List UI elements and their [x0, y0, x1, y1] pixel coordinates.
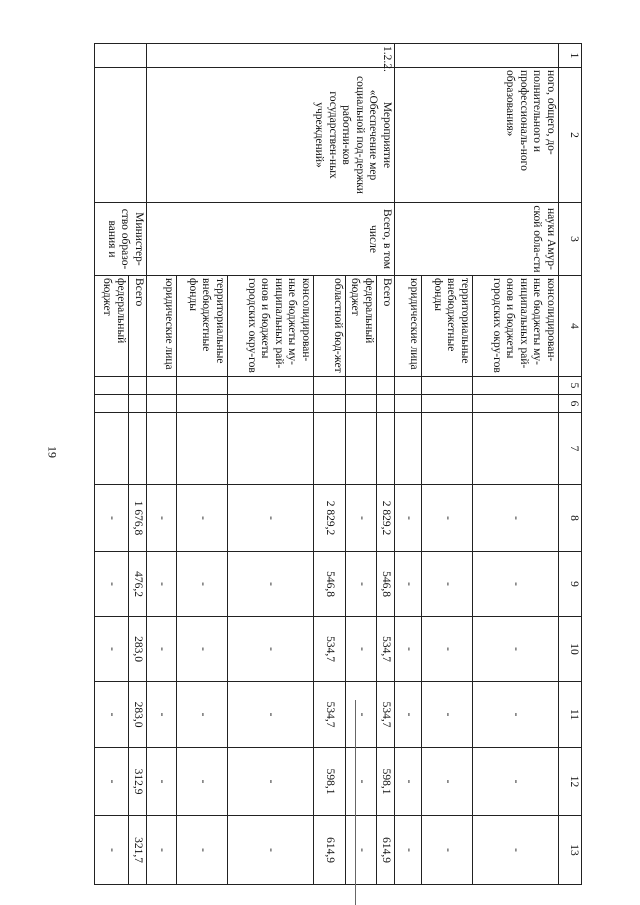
col-number: 9	[559, 552, 582, 617]
value-cell: 2 829,2	[377, 485, 395, 552]
table-row	[377, 44, 395, 885]
value-cell: 534,7	[377, 682, 395, 748]
value-cell: -	[422, 617, 473, 682]
value-cell: -	[473, 552, 559, 617]
value-cell: -	[473, 816, 559, 885]
value-cell: -	[177, 748, 228, 816]
value-cell: -	[346, 682, 377, 748]
row-code	[95, 44, 147, 68]
col-number: 5	[559, 377, 582, 395]
value-cell: 534,7	[377, 617, 395, 682]
value-cell: -	[177, 485, 228, 552]
col-number: 2	[559, 68, 582, 203]
value-cell: -	[177, 552, 228, 617]
value-cell: -	[395, 682, 422, 748]
value-cell: 321,7	[129, 816, 147, 885]
value-cell: 614,9	[377, 816, 395, 885]
value-cell: -	[228, 748, 314, 816]
row-code: 1.2.2.	[147, 44, 395, 68]
value-cell: -	[95, 816, 129, 885]
value-cell: -	[95, 552, 129, 617]
col-number: 6	[559, 395, 582, 413]
value-cell: -	[95, 682, 129, 748]
value-cell: -	[395, 617, 422, 682]
funding-source: федеральный бюджет	[95, 276, 129, 377]
col-number: 12	[559, 748, 582, 816]
value-cell: -	[422, 485, 473, 552]
value-cell: -	[422, 552, 473, 617]
executor: Всего, в том числе	[147, 203, 395, 276]
value-cell: 1 676,8	[129, 485, 147, 552]
value-cell: -	[346, 552, 377, 617]
value-cell: -	[177, 682, 228, 748]
value-cell: 476,2	[129, 552, 147, 617]
measure-name: ного, общего, до-полнительного и профессиональ-ного образования»	[395, 68, 559, 203]
table-row	[473, 44, 559, 885]
value-cell: -	[228, 617, 314, 682]
value-cell: -	[473, 748, 559, 816]
col-number: 13	[559, 816, 582, 885]
col-number: 8	[559, 485, 582, 552]
executor: Министер-ство образо-вания и	[95, 203, 147, 276]
page-number: 19	[45, 446, 60, 458]
value-cell: 534,7	[314, 682, 346, 748]
funding-source: территориальные внебюджетные фонды	[422, 276, 473, 377]
value-cell: -	[395, 816, 422, 885]
value-cell: -	[395, 552, 422, 617]
budget-table	[94, 43, 582, 885]
value-cell: -	[147, 816, 177, 885]
value-cell: -	[147, 552, 177, 617]
value-cell: 2 829,2	[314, 485, 346, 552]
value-cell: 283,0	[129, 682, 147, 748]
value-cell: -	[473, 682, 559, 748]
value-cell: -	[346, 816, 377, 885]
value-cell: -	[147, 748, 177, 816]
value-cell: 598,1	[377, 748, 395, 816]
column-number-row	[559, 44, 582, 885]
value-cell: -	[395, 485, 422, 552]
funding-source: областной бюд-жет	[314, 276, 346, 377]
value-cell: 312,9	[129, 748, 147, 816]
col-number: 1	[559, 44, 582, 68]
funding-source: юридические лица	[395, 276, 422, 377]
funding-source: юридические лица	[147, 276, 177, 377]
value-cell: 614,9	[314, 816, 346, 885]
col-number: 4	[559, 276, 582, 377]
measure-name: Мероприятие «Обеспечение мер социальной под-держки работни-ков государствен-ных учреждений»	[147, 68, 395, 203]
value-cell: -	[95, 748, 129, 816]
value-cell: -	[228, 682, 314, 748]
value-cell: 598,1	[314, 748, 346, 816]
value-cell: -	[422, 748, 473, 816]
value-cell: -	[95, 485, 129, 552]
value-cell: -	[228, 485, 314, 552]
funding-source: Всего	[129, 276, 147, 377]
value-cell: -	[346, 485, 377, 552]
value-cell: 546,8	[377, 552, 395, 617]
table-row	[129, 44, 147, 885]
value-cell: -	[422, 682, 473, 748]
col-number: 10	[559, 617, 582, 682]
funding-source: консолидирован-ные бюджеты му-ниципальных рай-онов и бюджеты городских окру-гов	[228, 276, 314, 377]
binding-line	[355, 700, 356, 905]
col-number: 11	[559, 682, 582, 748]
value-cell: -	[346, 617, 377, 682]
value-cell: -	[473, 485, 559, 552]
value-cell: -	[147, 485, 177, 552]
funding-source: консолидирован-ные бюджеты му-ниципальных рай-онов и бюджеты городских окру-гов	[473, 276, 559, 377]
col-number: 7	[559, 413, 582, 485]
funding-source: Всего	[377, 276, 395, 377]
value-cell: -	[177, 816, 228, 885]
value-cell: -	[228, 552, 314, 617]
col-number: 3	[559, 203, 582, 276]
value-cell: -	[473, 617, 559, 682]
row-code	[395, 44, 559, 68]
funding-source: территориальные внебюджетные фонды	[177, 276, 228, 377]
value-cell: -	[147, 617, 177, 682]
value-cell: -	[395, 748, 422, 816]
value-cell: -	[177, 617, 228, 682]
executor: науки Амур-ской обла-сти	[395, 203, 559, 276]
value-cell: 283,0	[129, 617, 147, 682]
value-cell: -	[95, 617, 129, 682]
budget-table-frame	[101, 43, 582, 884]
value-cell: -	[228, 816, 314, 885]
value-cell: -	[422, 816, 473, 885]
value-cell: 546,8	[314, 552, 346, 617]
measure-name	[95, 68, 147, 203]
value-cell: -	[346, 748, 377, 816]
value-cell: -	[147, 682, 177, 748]
value-cell: 534,7	[314, 617, 346, 682]
funding-source: федеральный бюджет	[346, 276, 377, 377]
